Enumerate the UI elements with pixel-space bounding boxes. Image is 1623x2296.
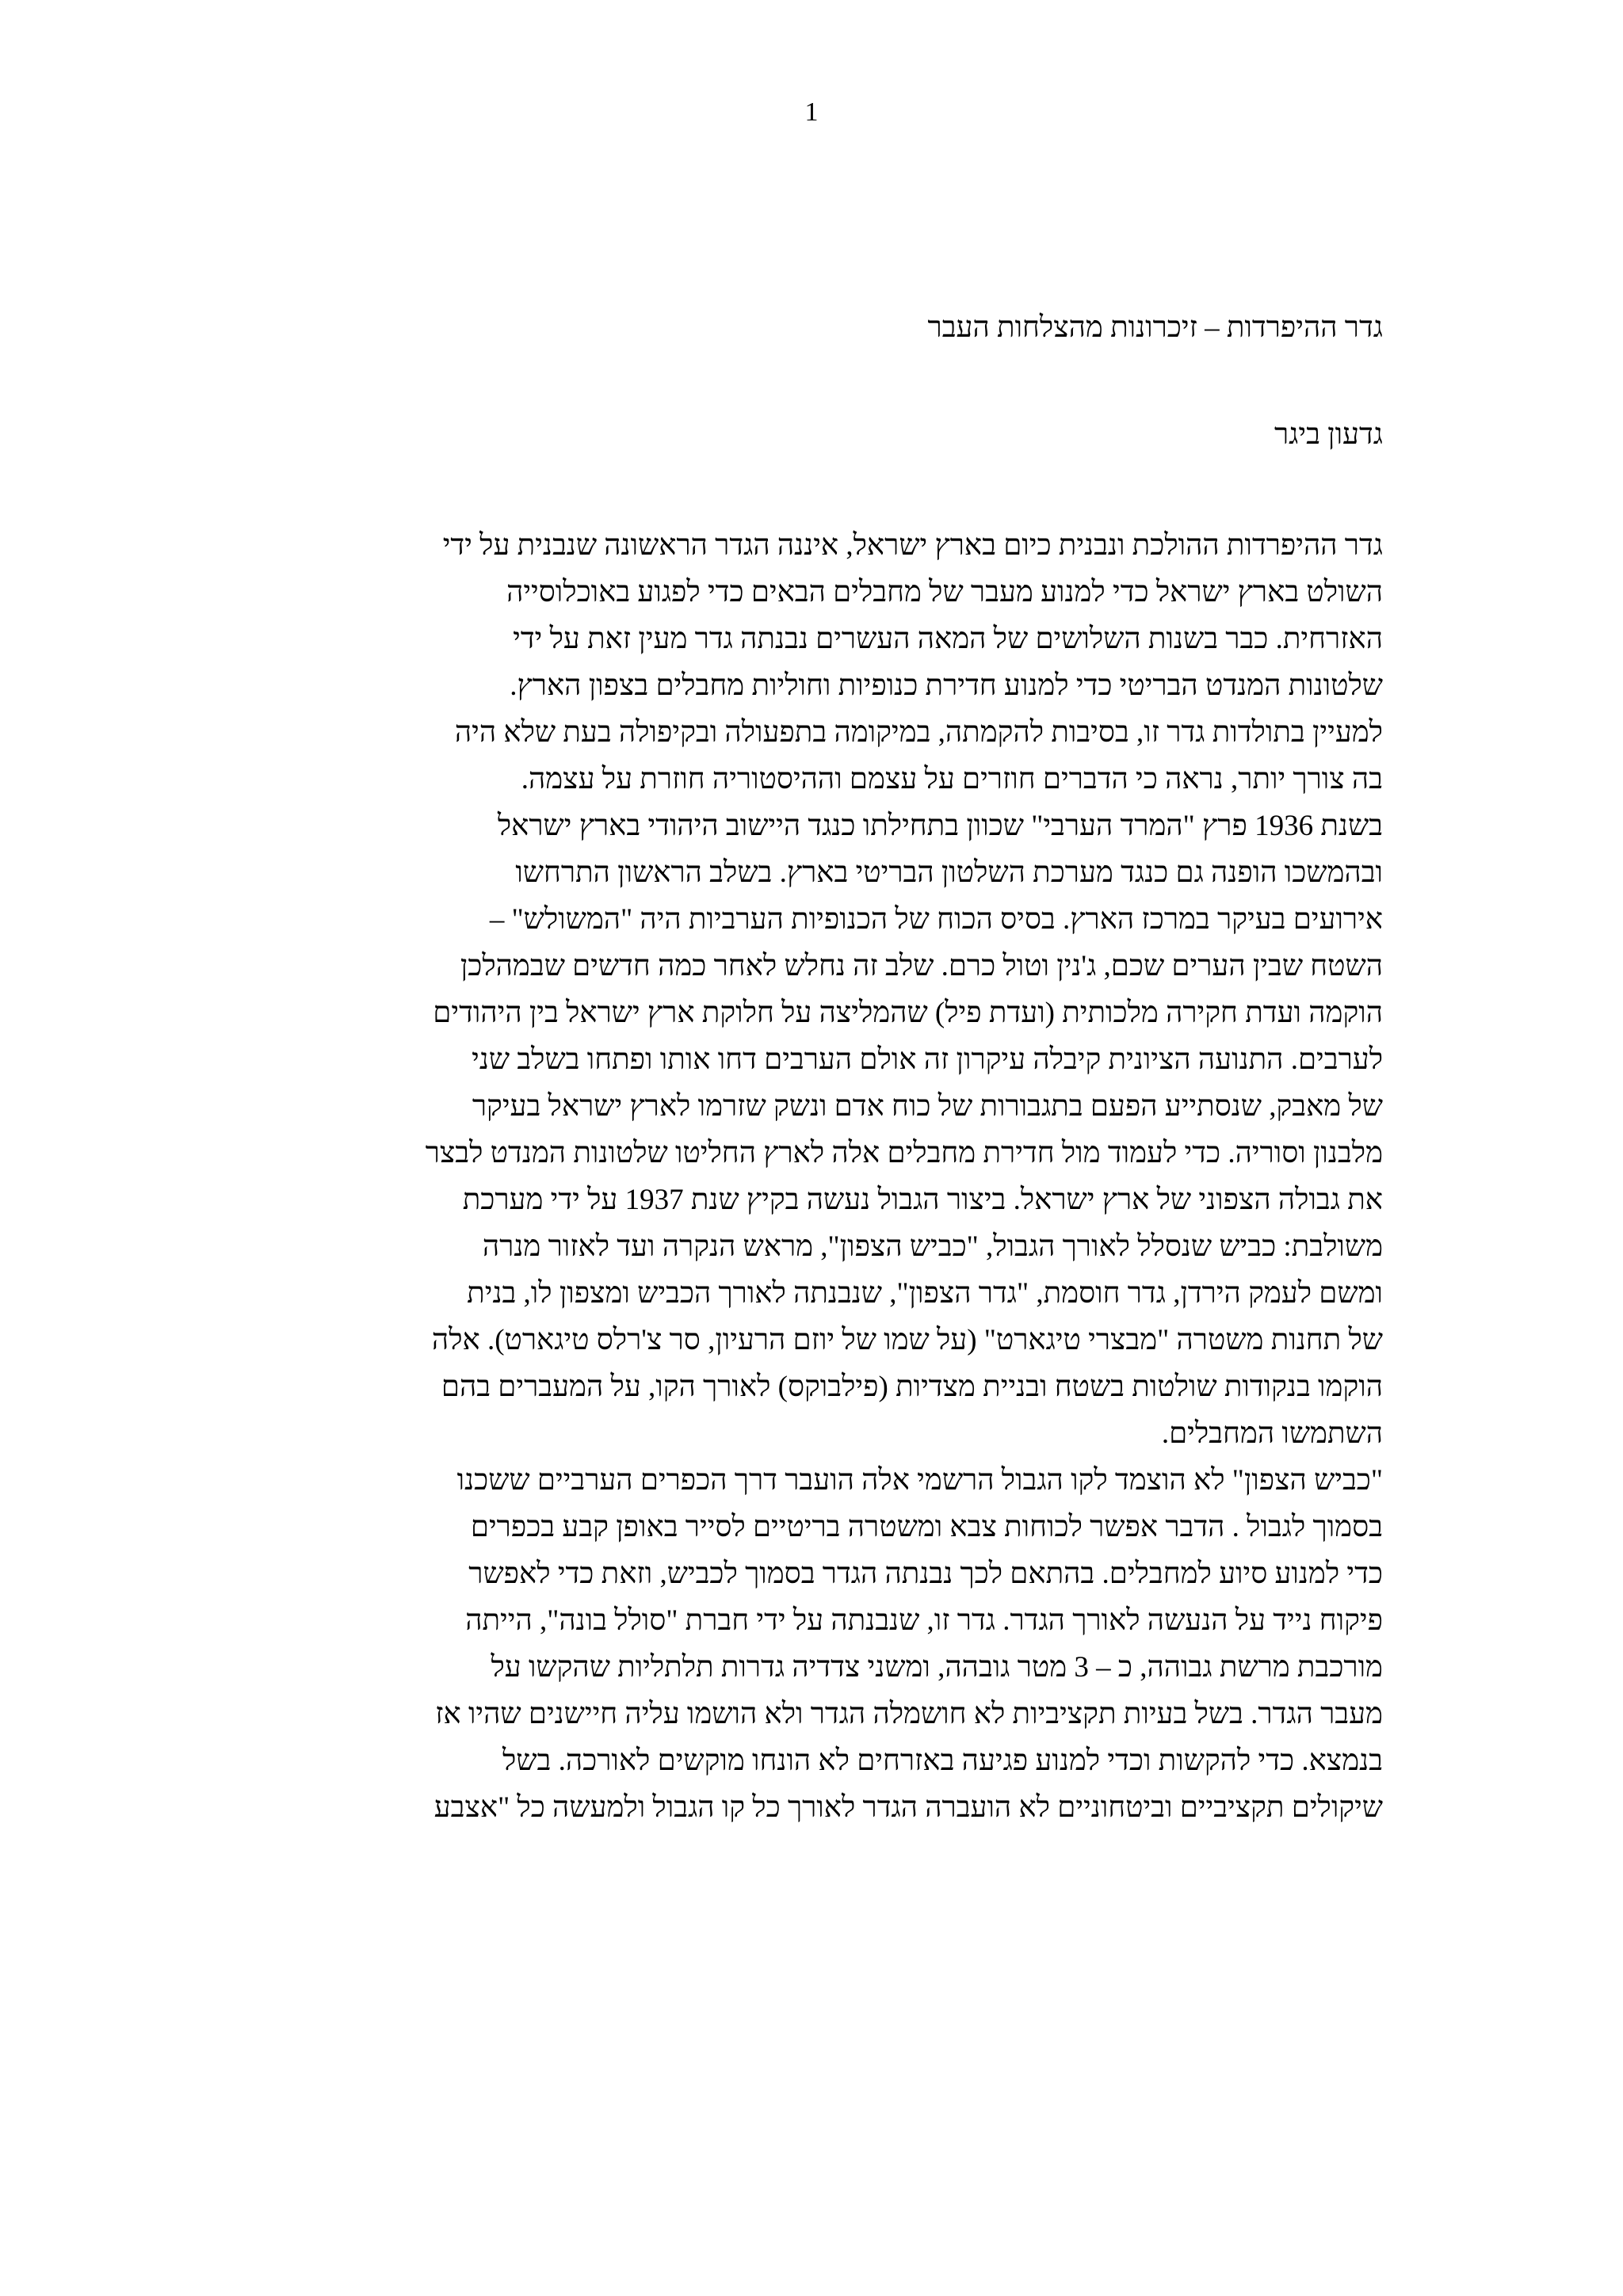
text-line: כדי למנוע סיוע למחבלים. בהתאם לכך נבנתה הגדר בסמוך לכביש, וזאת כדי לאפשר [468,1558,1383,1590]
text-line: השתמשו המחבלים. [1161,1417,1383,1450]
text-line: הוקמה ועדת חקירה מלכותית (ועדת פיל) שהמליצה על חלוקת ארץ ישראל בין היהודים [433,997,1383,1029]
body-text [242,522,1383,1831]
text-line: ובהמשכו הופנה גם כנגד מערכת השלטון הבריטי בארץ. בשלב הראשון התרחשו [515,856,1383,889]
document-author: גדעון ביגר [1274,418,1383,451]
text-line: מלבנון וסוריה. כדי לעמוד מול חדירת מחבלים אלה לארץ החליטו שלטונות המנדט לבצר [425,1137,1383,1169]
text-line: בה צורך יותר, נראה כי הדברים חוזרים על עצמם וההיסטוריה חוזרת על עצמה. [521,763,1383,795]
text-line: אירועים בעיקר במרכז הארץ. בסיס הכוח של הכנופיות הערביות היה "המשולש" – [489,903,1383,936]
text-line: שיקולים תקציביים וביטחוניים לא הועברה הגדר לאורך כל קו הגבול ולמעשה כל "אצבע [433,1791,1383,1824]
text-line: בנמצא. כדי להקשות וכדי למנוע פגיעה באזרחים לא הונחו מוקשים לאורכה. בשל [502,1745,1383,1777]
text-line: מורכבת מרשת גבוהה, כ – 3 מטר גובהה, ומשני צדדיה גדרות תלתליות שהקשו על [491,1651,1383,1684]
text-line: האזרחית. כבר בשנות השלושים של המאה העשרים נבנתה גדר מעין זאת על ידי [513,623,1383,655]
text-line: בסמוך לגבול . הדבר אפשר לכוחות צבא ומשטרה בריטיים לסייר באופן קבע בכפרים [470,1511,1383,1543]
text-line: ומשם לעמק הירדן, גדר חוסמת, "גדר הצפון", שנבנתה לאורך הכביש ומצפון לו, בנית [467,1277,1383,1310]
text-line: השולט בארץ ישראל כדי למנוע מעבר של מחבלים הבאים כדי לפגוע באוכלוסייה [506,576,1383,608]
text-line: למעיין בתולדות גדר זו, בסיבות להקמתה, במיקומה בתפעולה ובקיפולה בעת שלא היה [454,716,1383,749]
text-line: הוקמו בנקודות שולטות בשטח ובניית מצדיות (פילבוקס) לאורך הקו, על המעברים בהם [441,1371,1383,1403]
text-line: שלטונות המנדט הבריטי כדי למנוע חדירת כנופיות וחוליות מחבלים בצפון הארץ. [510,669,1383,702]
text-line: בשנת 1936 פרץ "המרד הערבי" שכוון בתחילתו כנגד היישוב היהודי בארץ ישראל [497,810,1383,842]
text-line: לערבים. התנועה הציונית קיבלה עיקרון זה אולם הערבים דחו אותו ופתחו בשלב שני [472,1043,1383,1076]
page-number: 1 [804,97,819,127]
text-line: של מאבק, שנסתייע הפעם בתגבורות של כוח אדם ונשק שזרמו לארץ ישראל בעיקר [472,1090,1383,1123]
text-line: פיקוח נייד על הנעשה לאורך הגדר. גדר זו, שנבנתה על ידי חברת "סולל בונה", הייתה [465,1604,1383,1637]
text-line: את גבולה הצפוני של ארץ ישראל. ביצור הגבול נעשה בקיץ שנת 1937 על ידי מערכת [462,1184,1383,1216]
document-body [242,304,1383,1831]
text-line: גדר ההיפרדות ההולכת ונבנית כיום בארץ ישראל, איננה הגדר הראשונה שנבנית על ידי [442,529,1383,562]
document-title: גדר ההיפרדות – זיכרונות מהצלחות העבר [927,311,1383,344]
text-line: מעבר הגדר. בשל בעיות תקציביות לא חושמלה הגדר ולא הושמו עליה חיישנים שהיו אז [435,1698,1383,1730]
text-line: "כביש הצפון" לא הוצמד לקו הגבול הרשמי אלה הועבר דרך הכפרים הערביים ששכנו [456,1464,1383,1497]
text-line: של תחנות משטרה "מבצרי טיגארט" (על שמו של יוזם הרעיון, סר צ'רלס טיגארט). אלה [431,1324,1383,1356]
text-line: משולבת: כביש שנסלל לאורך הגבול, "כביש הצפון", מראש הנקרה ועד לאזור מנרה [482,1230,1383,1263]
text-line: השטח שבין הערים שכם, ג'נין וטול כרם. שלב זה נחלש לאחר כמה חדשים שבמהלכן [460,950,1383,982]
